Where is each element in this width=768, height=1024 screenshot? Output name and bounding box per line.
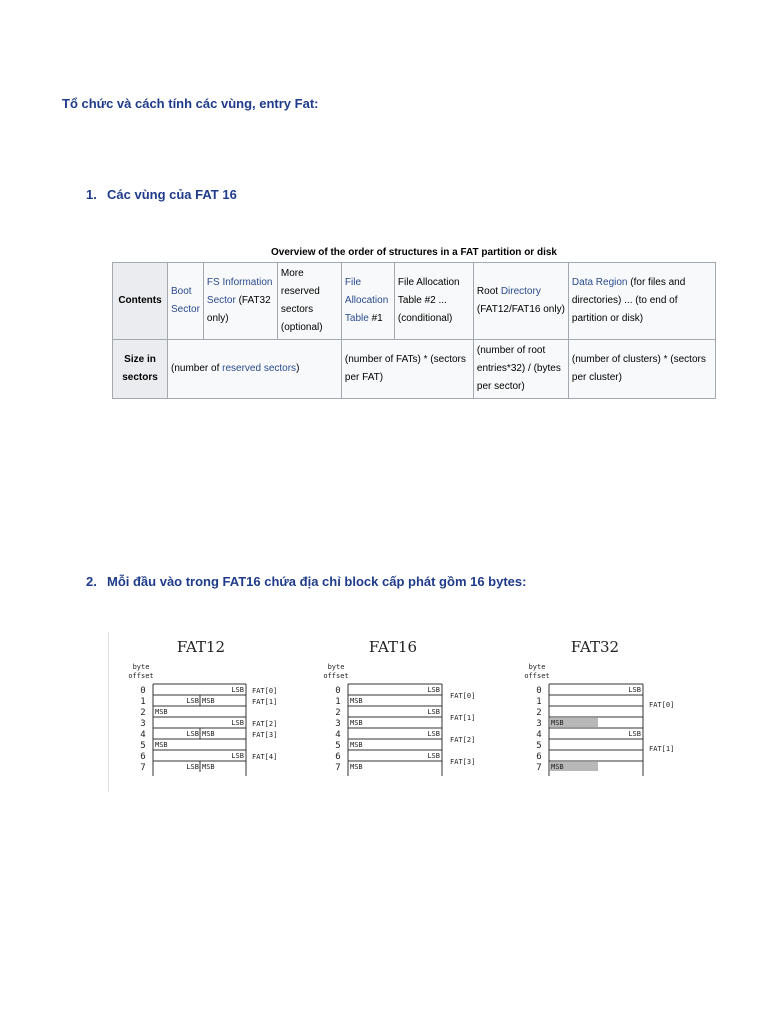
fat32-lsb-0: LSB [628,686,641,694]
fat32-offset-7: 7 [536,763,542,773]
fat12-msb-2: MSB [155,708,168,716]
section-2-heading [86,574,526,589]
document-title: Tổ chức và cách tính các vùng, entry Fat: [62,96,319,111]
fat12-entry-1: FAT[1] [252,698,278,706]
fat12-lsb-6: LSB [231,752,244,760]
fat12-entry-3: FAT[3] [252,731,278,739]
fat16-offset-label: offset [323,672,349,680]
fat16-offset-1: 1 [335,697,341,707]
fat12-lsb-1: LSB [186,697,199,705]
fat16-entry-2: FAT[2] [450,736,476,744]
fat16-byte-label: byte [327,663,345,671]
fat16-offset-0: 0 [335,686,341,696]
section-1-text: Các vùng của FAT 16 [107,187,237,202]
cell-size-data: (number of clusters) * (sectors per cluster) [568,340,715,399]
section-1-heading [86,187,237,202]
fat-overview-table [112,262,716,399]
section-2-number: 2. [86,574,97,589]
fat32-entry-1: FAT[1] [649,745,675,753]
fat32-msb-3: MSB [551,719,564,727]
fat32-offset-6: 6 [536,752,542,762]
data-region-note: (for files and directories) ... (to end of partition or disk) [571,277,686,324]
fat12-lsb-3: LSB [231,719,244,727]
cell-reserved-sectors: More reserved sectors (optional) [277,263,341,340]
fat32-entry-0: FAT[0] [649,701,675,709]
fat12-offset-2: 2 [140,708,146,718]
fat32-offset-5: 5 [536,741,542,751]
fat12-offset-7: 7 [140,763,146,773]
fat12-lsb-7: LSB [186,763,199,771]
data-region-link[interactable]: Data Region [571,277,628,288]
fat16-lsb-2: LSB [427,708,440,716]
section-1-number: 1. [86,187,97,202]
fat12-offset-6: 6 [140,752,146,762]
fat16-lsb-6: LSB [427,752,440,760]
fat16-msb-3: MSB [350,719,363,727]
cell-data-region [568,263,715,340]
fs-information-link[interactable]: FS Information Sector [206,277,273,306]
fat12-byte-label: byte [132,663,150,671]
row-header-contents: Contents [113,263,168,340]
fat32-offset-label: offset [524,672,550,680]
fat32-offset-1: 1 [536,697,542,707]
fs-information-note: (FAT32 only) [206,295,271,324]
fat32-offset-4: 4 [536,730,542,740]
fat12-offset-label: offset [128,672,154,680]
fat16-offset-4: 4 [335,730,341,740]
fat12-title: FAT12 [176,638,226,656]
fat32-offset-0: 0 [536,686,542,696]
fat32-byte-label: byte [528,663,546,671]
fat16-lsb-4: LSB [427,730,440,738]
fat16-offset-6: 6 [335,752,341,762]
cell-boot-sector[interactable] [168,263,204,340]
fat12-entry-4: FAT[4] [252,753,278,761]
fat12-lsb-4: LSB [186,730,199,738]
fat12-msb-4: MSB [202,730,215,738]
fat32-offset-2: 2 [536,708,542,718]
size-reserved-prefix: (number of [171,363,220,374]
root-note: (FAT12/FAT16 only) [476,304,565,315]
fat12-msb-1: MSB [202,697,215,705]
fat12-entry-2: FAT[2] [252,720,278,728]
fat12-msb-7: MSB [202,763,215,771]
reserved-sectors-link[interactable]: reserved sectors [222,363,297,374]
fat32-lsb-4: LSB [628,730,641,738]
fat12-entry-0: FAT[0] [252,687,278,695]
fat12-offset-3: 3 [140,719,146,729]
fat16-title: FAT16 [368,638,418,656]
fat16-entry-0: FAT[0] [450,692,476,700]
fat16-offset-7: 7 [335,763,341,773]
fat32-msb-7: MSB [551,763,564,771]
fat1-suffix: #1 [371,313,383,324]
fat16-offset-3: 3 [335,719,341,729]
fat12-lsb-0: LSB [231,686,244,694]
table-row-size [113,340,716,399]
cell-fat1 [341,263,394,340]
fat32-title: FAT32 [570,638,620,656]
fat16-msb-1: MSB [350,697,363,705]
fat16-entry-3: FAT[3] [450,758,476,766]
fat16-msb-7: MSB [350,763,363,771]
fat16-offset-5: 5 [335,741,341,751]
fat32-offset-3: 3 [536,719,542,729]
size-reserved-suffix: ) [296,363,300,374]
fat16-lsb-0: LSB [427,686,440,694]
fat16-msb-5: MSB [350,741,363,749]
fat12-msb-5: MSB [155,741,168,749]
boot-sector-link[interactable]: Boot Sector [171,286,200,315]
fat12-offset-5: 5 [140,741,146,751]
fat12-offset-1: 1 [140,697,146,707]
fat1-link[interactable]: File Allocation Table [344,277,389,324]
table-row-contents [113,263,716,340]
cell-size-fats: (number of FATs) * (sectors per FAT) [341,340,473,399]
fat-entry-diagram [108,632,697,792]
fat16-offset-2: 2 [335,708,341,718]
cell-size-reserved [168,340,342,399]
fat16-entry-1: FAT[1] [450,714,476,722]
section-2-text: Mỗi đầu vào trong FAT16 chứa địa chỉ block cấp phát gồm 16 bytes: [107,574,527,589]
cell-root-directory [473,263,568,340]
table-caption: Overview of the order of structures in a FAT partition or disk [271,247,557,258]
root-directory-link[interactable]: Directory [500,286,541,297]
cell-fs-information [203,263,277,340]
cell-fat2: File Allocation Table #2 ... (conditional) [394,263,473,340]
fat12-offset-4: 4 [140,730,146,740]
fat12-offset-0: 0 [140,686,146,696]
row-header-size: Size in sectors [113,340,168,399]
cell-size-root: (number of root entries*32) / (bytes per sector) [473,340,568,399]
root-prefix: Root [476,286,499,297]
